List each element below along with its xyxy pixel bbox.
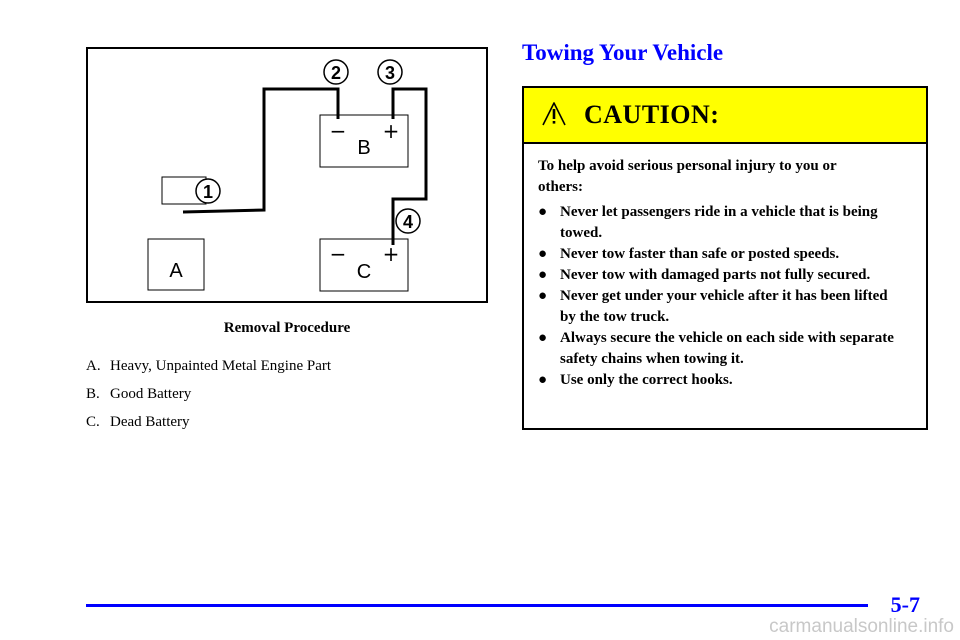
- battery-c-negative-sign: −: [329, 242, 347, 266]
- section-title: Towing Your Vehicle: [522, 40, 724, 65]
- caution-intro: To help avoid serious personal injury to you or others:: [538, 158, 837, 195]
- legend-text: Good Battery: [110, 386, 192, 402]
- legend-text: Heavy, Unpainted Metal Engine Part: [110, 358, 332, 374]
- label-c: C: [356, 261, 372, 283]
- battery-c-positive-sign: +: [382, 242, 400, 266]
- list-item-text: Never tow faster than safe or posted speeds.: [560, 246, 840, 262]
- legend-text: Dead Battery: [110, 414, 190, 430]
- callout-1: [196, 179, 220, 203]
- battery-b-negative-sign: −: [329, 119, 347, 143]
- label-b: B: [357, 137, 371, 159]
- caution-header: [524, 88, 926, 144]
- jump-start-diagram: [86, 47, 488, 303]
- list-item: [538, 244, 906, 265]
- list-item-text: Never get under your vehicle after it has been lifted by the tow truck.: [560, 288, 888, 325]
- caution-box: [522, 86, 928, 430]
- bullet-icon: ●: [538, 267, 548, 283]
- caution-title: CAUTION:: [584, 100, 720, 129]
- callout-2: [324, 60, 348, 84]
- callout-4-label: 4: [402, 212, 414, 232]
- legend-item-a: [86, 356, 331, 384]
- bullet-icon: ●: [538, 204, 548, 220]
- legend-item-c: [86, 412, 331, 440]
- bullet-icon: ●: [538, 246, 548, 262]
- bullet-icon: ●: [538, 330, 548, 346]
- diagram-caption: Removal Procedure: [223, 320, 351, 336]
- list-item: [538, 265, 906, 286]
- callout-3-label: 3: [384, 63, 396, 83]
- diagram-legend: [86, 356, 331, 440]
- diagram-svg: [88, 49, 486, 301]
- list-item-text: Never let passengers ride in a vehicle that is being towed.: [560, 204, 878, 241]
- footer-rule: [86, 604, 868, 607]
- legend-item-b: [86, 384, 331, 412]
- bullet-icon: ●: [538, 372, 548, 388]
- label-a: A: [169, 260, 183, 282]
- caution-body: [524, 144, 926, 391]
- page-number: 5-7: [890, 592, 920, 617]
- site-watermark: carmanualsonline.info: [769, 616, 954, 637]
- list-item: [538, 328, 906, 370]
- legend-letter: A.: [86, 358, 101, 374]
- callout-1-label: 1: [202, 182, 214, 202]
- list-item: [538, 202, 906, 244]
- battery-b-positive-sign: +: [382, 119, 400, 143]
- callout-2-label: 2: [330, 63, 342, 83]
- warning-exclamation-icon: [540, 100, 568, 128]
- callout-4: [396, 209, 420, 233]
- list-item: [538, 370, 906, 391]
- list-item: [538, 286, 906, 328]
- list-item-text: Use only the correct hooks.: [560, 372, 733, 388]
- list-item-text: Always secure the vehicle on each side with separate safety chains when towing it.: [560, 330, 894, 367]
- callout-3: [378, 60, 402, 84]
- bullet-icon: ●: [538, 288, 548, 304]
- legend-letter: B.: [86, 386, 100, 402]
- legend-letter: C.: [86, 414, 100, 430]
- caution-list: [538, 202, 912, 391]
- list-item-text: Never tow with damaged parts not fully secured.: [560, 267, 871, 283]
